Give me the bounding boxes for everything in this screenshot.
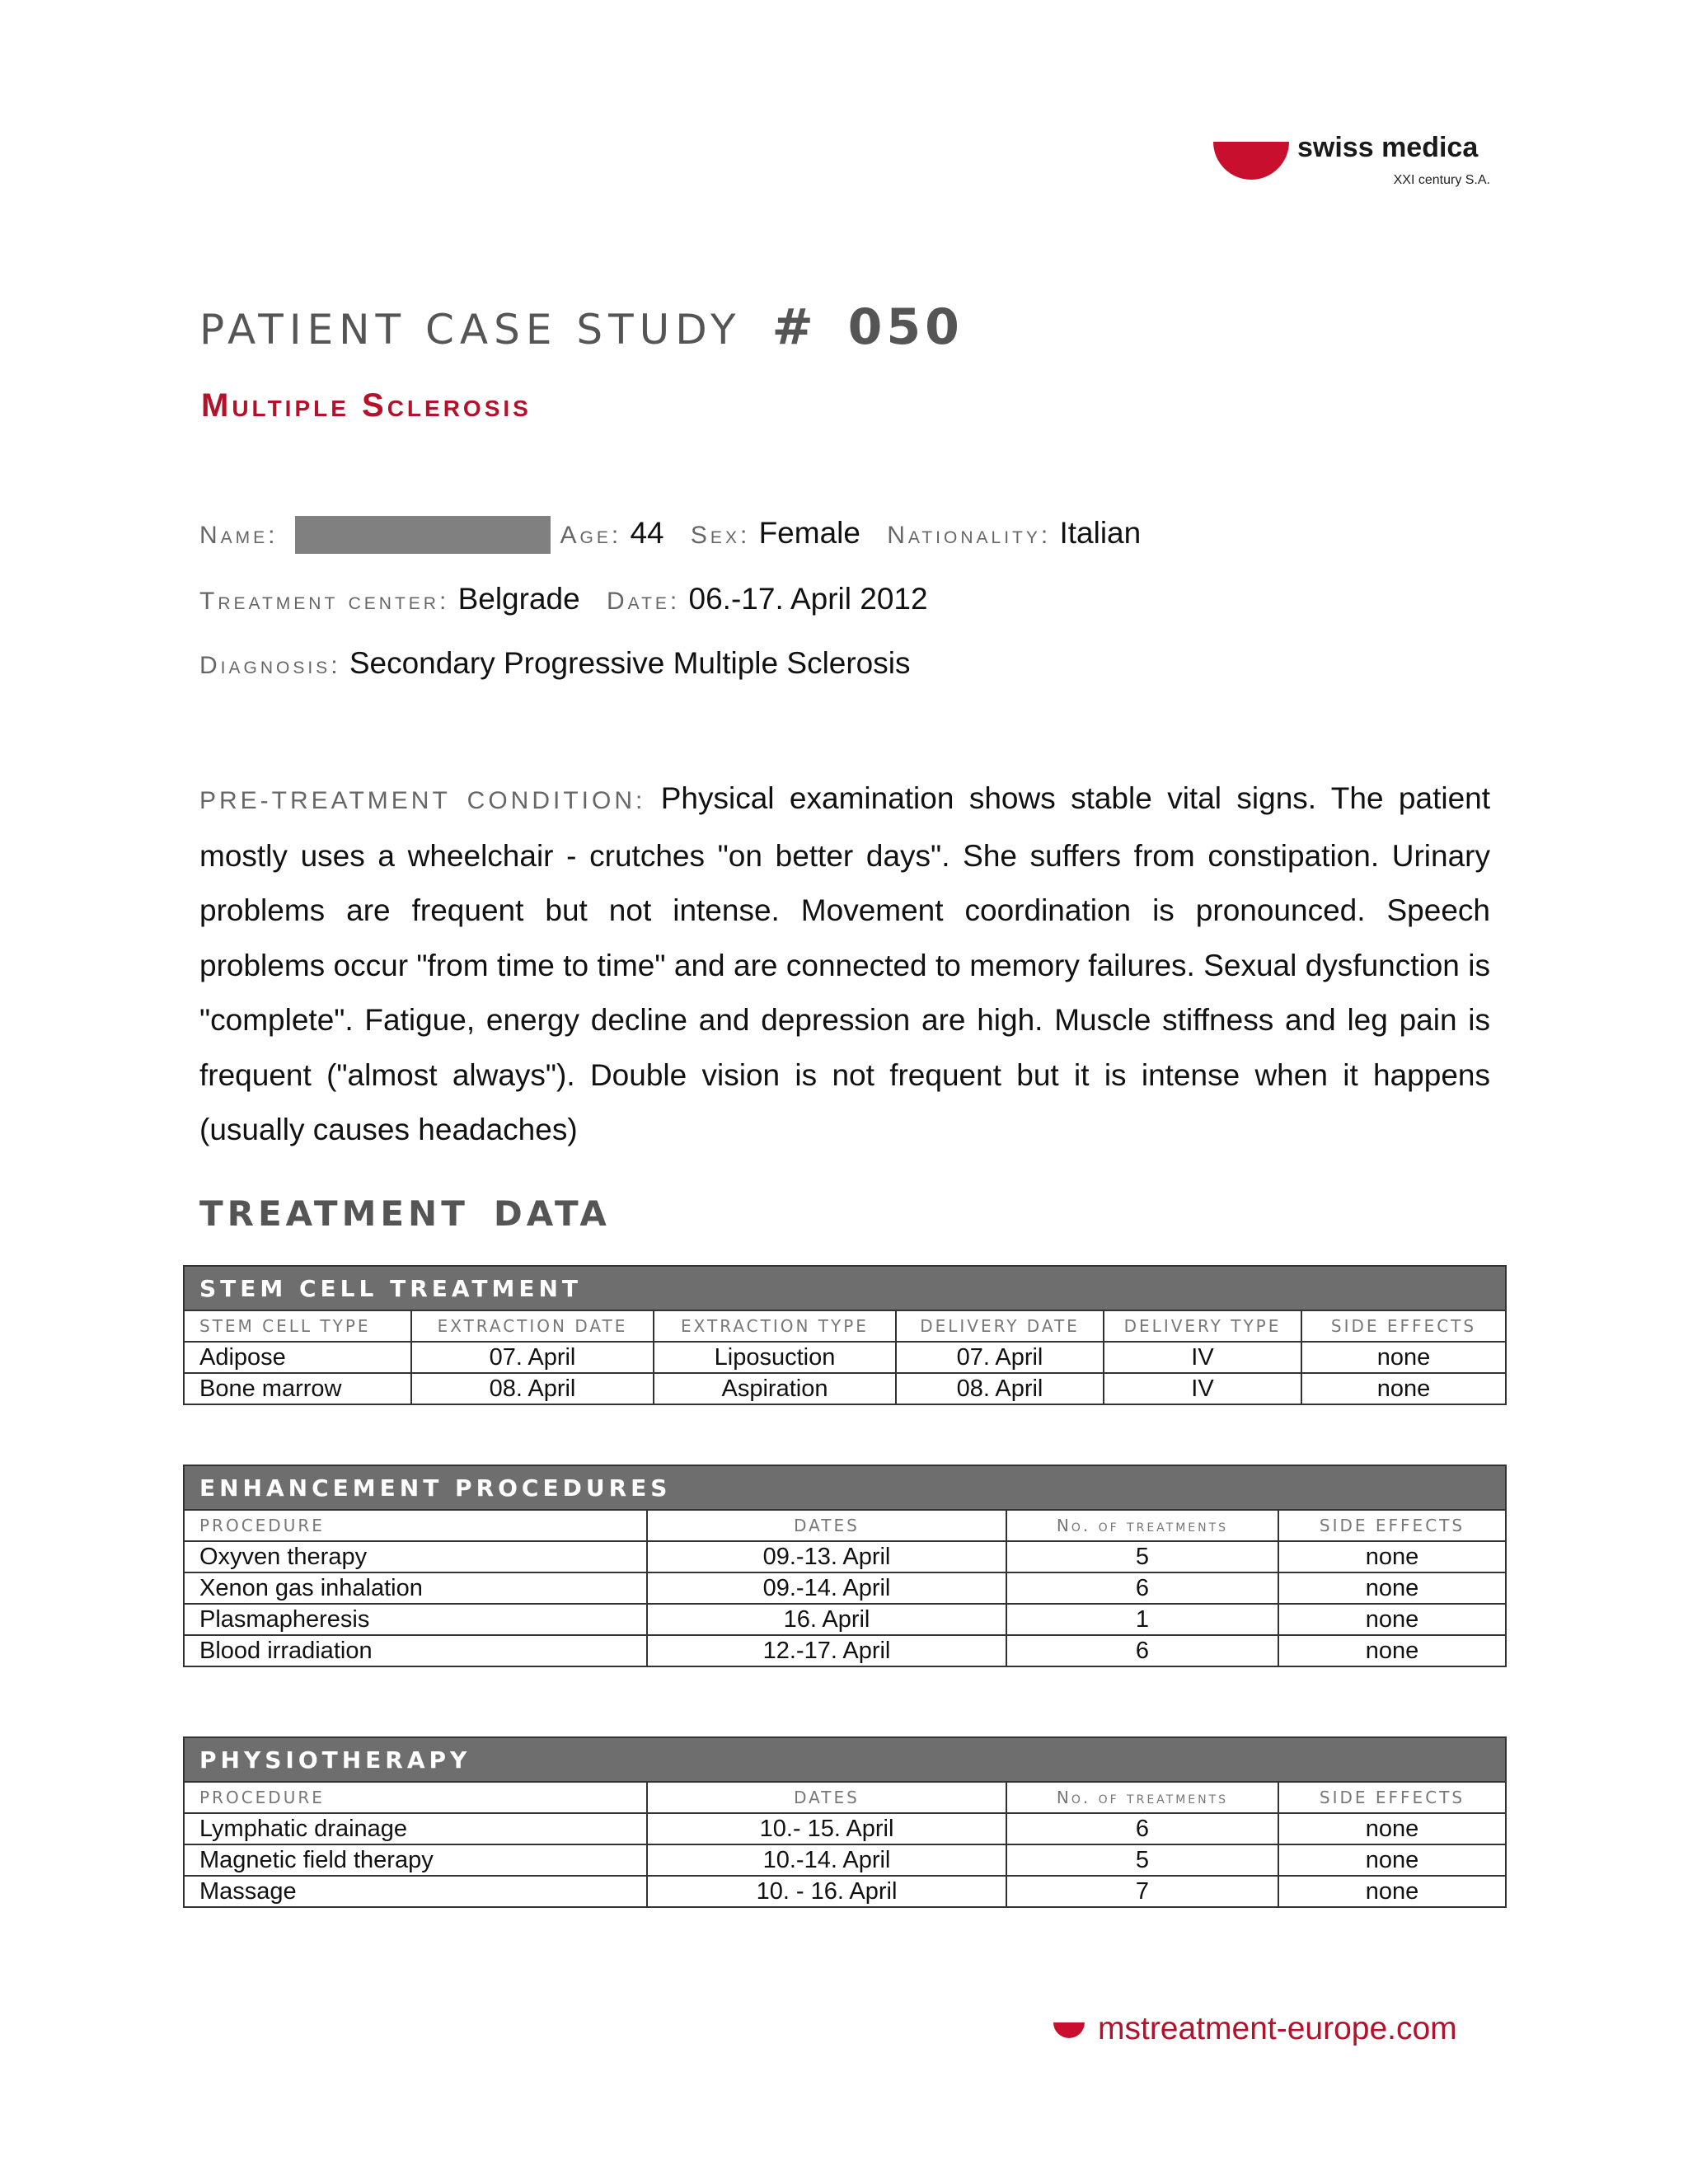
column-header: EXTRACTION DATE bbox=[411, 1310, 654, 1342]
table-cell: Magnetic field therapy bbox=[184, 1844, 647, 1876]
age-label: Age: bbox=[560, 522, 622, 549]
diagnosis-label: Diagnosis: bbox=[199, 652, 341, 679]
physiotherapy-table-title: PHYSIOTHERAPY bbox=[184, 1737, 1506, 1782]
table-cell: 09.-14. April bbox=[647, 1572, 1006, 1604]
column-header: PROCEDURE bbox=[184, 1510, 647, 1541]
table-cell: none bbox=[1278, 1635, 1506, 1666]
enhancement-table-title: ENHANCEMENT PROCEDURES bbox=[184, 1465, 1506, 1510]
table-cell: 07. April bbox=[896, 1342, 1104, 1373]
redacted-name-block bbox=[295, 516, 551, 554]
table-cell: 08. April bbox=[896, 1373, 1104, 1404]
table-cell: 1 bbox=[1006, 1604, 1278, 1635]
table-row bbox=[184, 1572, 1506, 1604]
swiss-medica-logo bbox=[1210, 132, 1507, 198]
center-value: Belgrade bbox=[457, 582, 580, 616]
column-header: SIDE EFFECTS bbox=[1278, 1782, 1506, 1813]
treatment-word: TREATMENT bbox=[199, 1193, 469, 1234]
footer-dome-icon bbox=[1053, 2022, 1085, 2038]
page-title bbox=[199, 298, 964, 356]
table-cell: Blood irradiation bbox=[184, 1635, 647, 1666]
table-row bbox=[184, 1541, 1506, 1572]
table-cell: 6 bbox=[1006, 1572, 1278, 1604]
logo-name: swiss medica bbox=[1297, 132, 1479, 163]
column-header: DELIVERY DATE bbox=[896, 1310, 1104, 1342]
table-cell: IV bbox=[1104, 1373, 1301, 1404]
footer-url[interactable]: mstreatment-europe.com bbox=[1098, 2011, 1457, 2046]
table-cell: Aspiration bbox=[654, 1373, 896, 1404]
pre-treatment-condition bbox=[199, 771, 1490, 1158]
table-cell: Bone marrow bbox=[184, 1373, 411, 1404]
treatment-data-heading bbox=[199, 1193, 611, 1234]
enhancement-procedures-table bbox=[183, 1465, 1507, 1667]
column-header: No. of treatments bbox=[1006, 1510, 1278, 1541]
condition-text: Physical examination shows stable vital signs. The patient mostly uses a wheelchair - crutches "on better days". She suffers from constipation. Urinary problems are frequent but not intense. Movement coordination is pronounced. Speech problems occur "from time to time" and are connected to memory failures. Sexual dysfunction is "complete". Fatigue, energy decline and depression are high. Muscle stiffness and leg pain is frequent ("almost always"). Double vision is not frequent but it is intense when it happens (usually causes headaches) bbox=[199, 781, 1491, 1146]
table-row bbox=[184, 1635, 1506, 1666]
column-header: PROCEDURE bbox=[184, 1782, 647, 1813]
data-word: DATA bbox=[493, 1193, 611, 1234]
treatment-info-row bbox=[199, 582, 946, 616]
table-cell: 10. - 16. April bbox=[647, 1876, 1006, 1907]
table-row bbox=[184, 1813, 1506, 1844]
sex-value: Female bbox=[758, 516, 860, 550]
table-cell: 16. April bbox=[647, 1604, 1006, 1635]
table-cell: 5 bbox=[1006, 1844, 1278, 1876]
table-cell: none bbox=[1278, 1813, 1506, 1844]
column-header: No. of treatments bbox=[1006, 1782, 1278, 1813]
column-header: STEM CELL TYPE bbox=[184, 1310, 411, 1342]
table-row bbox=[184, 1604, 1506, 1635]
table-cell: none bbox=[1278, 1604, 1506, 1635]
physiotherapy-table bbox=[183, 1736, 1507, 1908]
table-cell: none bbox=[1278, 1541, 1506, 1572]
table-cell: 5 bbox=[1006, 1541, 1278, 1572]
table-cell: 6 bbox=[1006, 1813, 1278, 1844]
table-cell: none bbox=[1278, 1844, 1506, 1876]
diagnosis-value: Secondary Progressive Multiple Sclerosis bbox=[349, 646, 911, 680]
table-row bbox=[184, 1373, 1506, 1404]
column-header: SIDE EFFECTS bbox=[1278, 1510, 1506, 1541]
condition-label: PRE-TREATMENT CONDITION: bbox=[199, 787, 646, 814]
column-header: DELIVERY TYPE bbox=[1104, 1310, 1301, 1342]
table-cell: Oxyven therapy bbox=[184, 1541, 647, 1572]
table-cell: Massage bbox=[184, 1876, 647, 1907]
table-row bbox=[184, 1342, 1506, 1373]
logo-subtitle: XXI century S.A. bbox=[1393, 173, 1490, 187]
page-subtitle: Multiple Sclerosis bbox=[201, 387, 532, 424]
table-row bbox=[184, 1876, 1506, 1907]
table-cell: 12.-17. April bbox=[647, 1635, 1006, 1666]
sex-label: Sex: bbox=[690, 522, 751, 549]
column-header: DATES bbox=[647, 1510, 1006, 1541]
table-cell: 10.- 15. April bbox=[647, 1813, 1006, 1844]
title-text: PATIENT CASE STUDY bbox=[199, 306, 742, 354]
case-number: 050 bbox=[847, 298, 964, 356]
table-row bbox=[184, 1844, 1506, 1876]
table-cell: 6 bbox=[1006, 1635, 1278, 1666]
table-cell: 08. April bbox=[411, 1373, 654, 1404]
table-cell: none bbox=[1301, 1342, 1506, 1373]
date-label: Date: bbox=[606, 588, 681, 615]
age-value: 44 bbox=[630, 516, 664, 550]
case-hash: # bbox=[771, 298, 818, 356]
logo-dome-icon bbox=[1213, 142, 1289, 180]
table-cell: none bbox=[1301, 1373, 1506, 1404]
table-cell: 07. April bbox=[411, 1342, 654, 1373]
nationality-label: Nationality: bbox=[887, 522, 1052, 549]
stem-cell-table bbox=[183, 1265, 1507, 1405]
diagnosis-row bbox=[199, 646, 928, 681]
table-cell: none bbox=[1278, 1572, 1506, 1604]
table-cell: 7 bbox=[1006, 1876, 1278, 1907]
stem-cell-table-title: STEM CELL TREATMENT bbox=[184, 1266, 1506, 1310]
footer-link[interactable] bbox=[1053, 2011, 1457, 2047]
patient-info-row bbox=[199, 516, 1159, 554]
date-value: 06.-17. April 2012 bbox=[688, 582, 928, 616]
table-cell: Adipose bbox=[184, 1342, 411, 1373]
table-cell: none bbox=[1278, 1876, 1506, 1907]
column-header: EXTRACTION TYPE bbox=[654, 1310, 896, 1342]
table-cell: Xenon gas inhalation bbox=[184, 1572, 647, 1604]
table-cell: IV bbox=[1104, 1342, 1301, 1373]
table-cell: Plasmapheresis bbox=[184, 1604, 647, 1635]
table-cell: 10.-14. April bbox=[647, 1844, 1006, 1876]
table-cell: Liposuction bbox=[654, 1342, 896, 1373]
column-header: SIDE EFFECTS bbox=[1301, 1310, 1506, 1342]
column-header: DATES bbox=[647, 1782, 1006, 1813]
center-label: Treatment center: bbox=[199, 588, 450, 615]
nationality-value: Italian bbox=[1059, 516, 1142, 550]
table-cell: Lymphatic drainage bbox=[184, 1813, 647, 1844]
name-label: Name: bbox=[199, 522, 279, 549]
table-cell: 09.-13. April bbox=[647, 1541, 1006, 1572]
